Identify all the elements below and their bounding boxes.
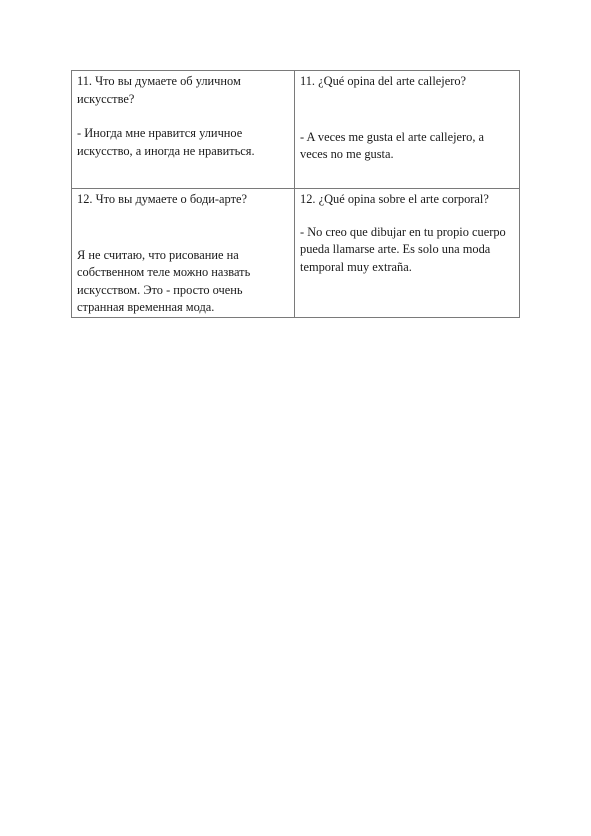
spanish-question: 11. ¿Qué opina del arte callejero? bbox=[300, 74, 467, 88]
russian-answer: - Иногда мне нравится уличное искусство, а иногда не нравиться. bbox=[77, 126, 255, 158]
translation-table bbox=[71, 70, 520, 318]
spanish-cell bbox=[295, 189, 520, 318]
russian-answer: Я не считаю, что рисование на собственном теле можно назвать искусством. Это - просто очень странная временная мода. bbox=[77, 247, 251, 315]
spanish-answer: - A veces me gusta el arte callejero, a veces no me gusta. bbox=[300, 129, 485, 162]
russian-cell bbox=[72, 71, 295, 189]
table-row bbox=[72, 71, 520, 189]
russian-cell bbox=[72, 189, 295, 318]
russian-question: 11. Что вы думаете об уличном искусстве? bbox=[77, 74, 241, 106]
spanish-question: 12. ¿Qué opina sobre el arte corporal? bbox=[300, 192, 489, 206]
spanish-answer: - No creo que dibujar en tu propio cuerpo pueda llamarse arte. Es solo una moda temporal muy extraña. bbox=[300, 224, 506, 274]
spanish-cell bbox=[295, 71, 520, 189]
table-row bbox=[72, 189, 520, 318]
russian-question: 12. Что вы думаете о боди-арте? bbox=[77, 192, 248, 206]
